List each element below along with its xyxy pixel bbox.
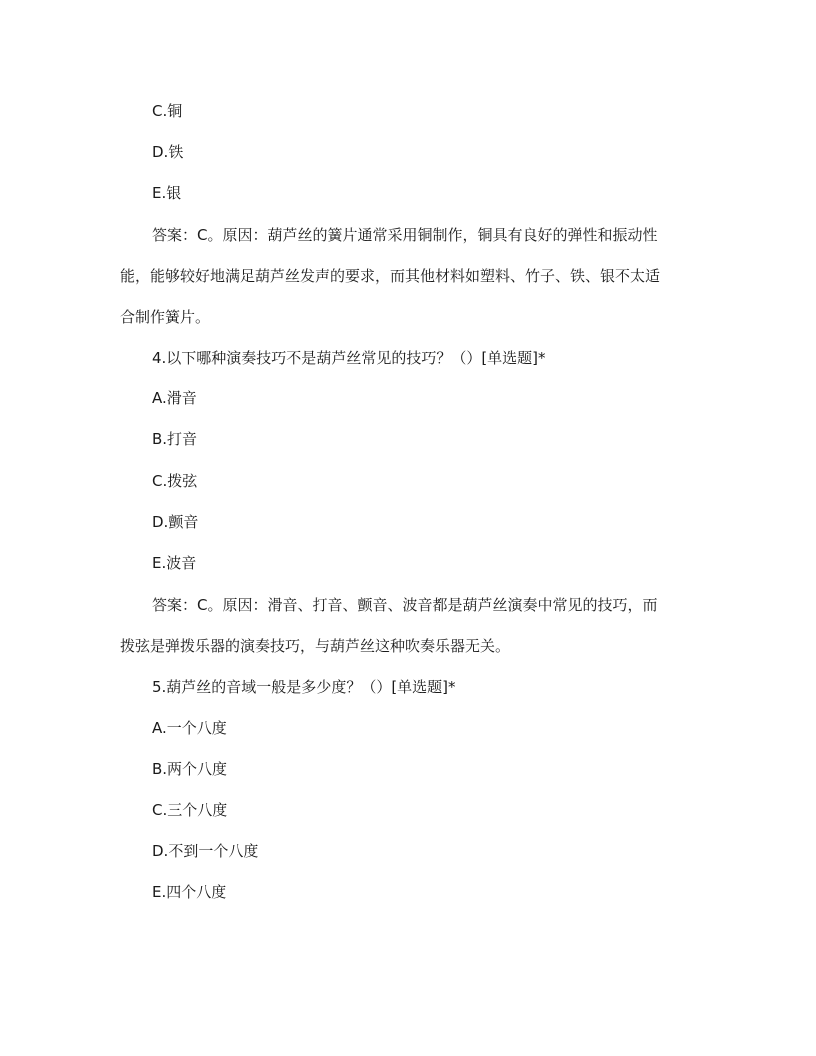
option-e: E.四个八度 bbox=[152, 883, 227, 901]
question-text: 4.以下哪种演奏技巧不是葫芦丝常见的技巧？（）[单选题]* bbox=[152, 349, 546, 367]
option-b: B.两个八度 bbox=[152, 760, 228, 778]
option-c: C.三个八度 bbox=[152, 801, 228, 819]
answer-line: 拨弦是弹拨乐器的演奏技巧，与葫芦丝这种吹奏乐器无关。 bbox=[120, 637, 511, 655]
option-d: D.铁 bbox=[152, 143, 184, 161]
answer-line: 合制作簧片。 bbox=[120, 308, 211, 326]
answer-line: 答案：C。原因：滑音、打音、颤音、波音都是葫芦丝演奏中常见的技巧，而 bbox=[152, 596, 658, 614]
option-e: E.银 bbox=[152, 184, 182, 202]
option-b: B.打音 bbox=[152, 430, 198, 448]
option-e: E.波音 bbox=[152, 554, 197, 572]
option-a: A.滑音 bbox=[152, 389, 197, 407]
option-d: D.颤音 bbox=[152, 513, 199, 531]
answer-line: 能，能够较好地满足葫芦丝发声的要求，而其他材料如塑料、竹子、铁、银不太适 bbox=[120, 267, 661, 285]
answer-line: 答案：C。原因：葫芦丝的簧片通常采用铜制作，铜具有良好的弹性和振动性 bbox=[152, 226, 658, 244]
question-text: 5.葫芦丝的音域一般是多少度？（）[单选题]* bbox=[152, 678, 456, 696]
option-c: C.铜 bbox=[152, 102, 183, 120]
option-c: C.拨弦 bbox=[152, 472, 198, 490]
option-d: D.不到一个八度 bbox=[152, 842, 259, 860]
option-a: A.一个八度 bbox=[152, 719, 227, 737]
